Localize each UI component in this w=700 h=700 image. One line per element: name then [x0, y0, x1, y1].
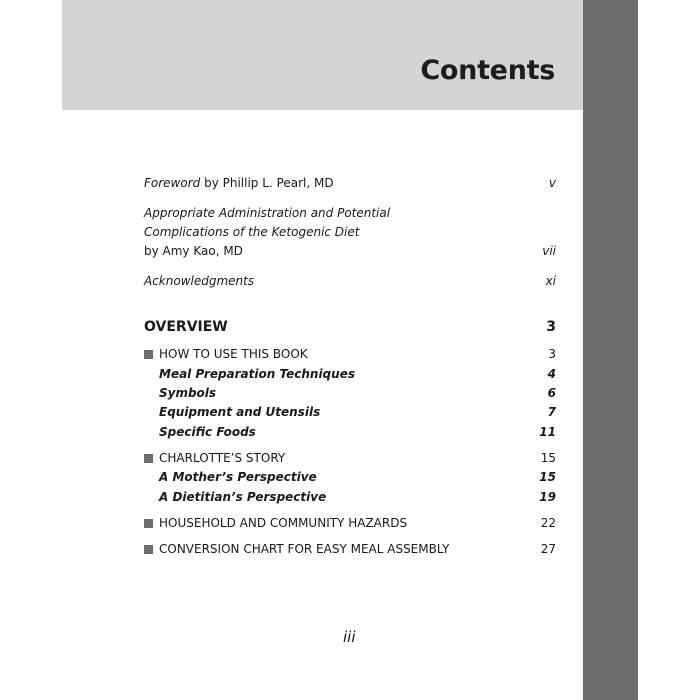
toc-page-number: vii [542, 244, 556, 258]
toc-section-label: HOUSEHOLD AND COMMUNITY HAZARDS [159, 516, 408, 530]
toc-entry-label: Foreword by Phillip L. Pearl, MD [144, 176, 334, 190]
toc-subentry-label: Specific Foods [159, 425, 256, 439]
toc-page-number: 7 [547, 405, 556, 419]
square-bullet-icon [144, 454, 153, 463]
toc-entry-label: Appropriate Administration and Potential [144, 206, 391, 220]
toc-page-number: xi [545, 274, 556, 288]
toc-page-number: 3 [546, 319, 556, 335]
toc-page-number: 27 [540, 542, 556, 556]
toc-page-number: 22 [540, 516, 556, 530]
toc-entry-label: Acknowledgments [144, 274, 255, 288]
toc-subentry-label: Equipment and Utensils [159, 405, 321, 419]
square-bullet-icon [144, 545, 153, 554]
toc-page-number: v [548, 176, 556, 190]
toc-page-number: 3 [548, 347, 556, 361]
toc-page-number: 4 [547, 367, 556, 381]
toc-section-label: CONVERSION CHART FOR EASY MEAL ASSEMBLY [159, 542, 450, 556]
toc-page-number: 15 [539, 470, 556, 484]
toc-section-label: HOW TO USE THIS BOOK [159, 347, 308, 361]
page-title: Contents [420, 55, 555, 86]
toc-subentry-label: A Mother’s Perspective [159, 470, 317, 484]
toc-entry-byline: by Amy Kao, MD [144, 244, 243, 258]
square-bullet-icon [144, 350, 153, 359]
toc-entry-label: Complications of the Ketogenic Diet [144, 225, 360, 239]
toc-page-number: 15 [540, 451, 556, 465]
toc-page-number: 19 [539, 490, 556, 504]
side-bar [583, 0, 638, 700]
toc-part-label: OVERVIEW [144, 319, 228, 335]
square-bullet-icon [144, 519, 153, 528]
toc-subentry-label: Symbols [159, 386, 217, 400]
page-folio: iii [343, 628, 356, 646]
toc-subentry-label: A Dietitian’s Perspective [159, 490, 327, 504]
toc-page-number: 11 [539, 425, 556, 439]
toc-section-label: CHARLOTTE’S STORY [159, 451, 286, 465]
toc-subentry-label: Meal Preparation Techniques [159, 367, 355, 381]
toc-page-number: 6 [547, 386, 556, 400]
